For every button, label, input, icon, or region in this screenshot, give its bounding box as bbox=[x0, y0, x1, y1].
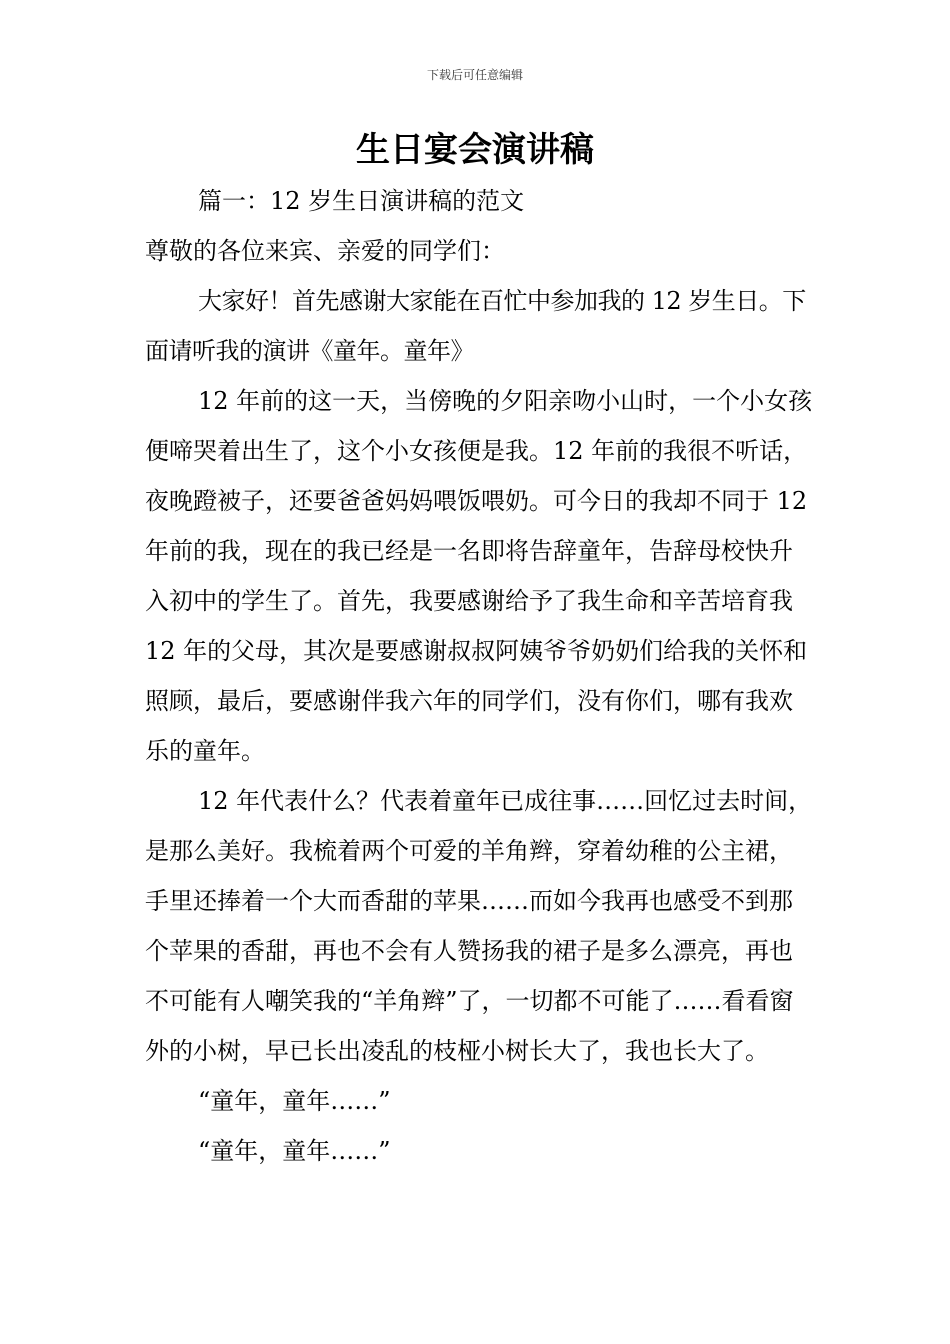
paragraph-4: “童年，童年……” bbox=[198, 1087, 391, 1115]
paragraph-5: “童年，童年……” bbox=[198, 1137, 391, 1165]
document-title: 生日宴会演讲稿 bbox=[356, 130, 594, 170]
salutation: 尊敬的各位来宾、亲爱的同学们： bbox=[145, 237, 505, 265]
header-note: 下载后可任意编辑 bbox=[426, 68, 523, 82]
paragraph-3: 12 年代表什么？代表着童年已成往事……回忆过去时间，是那么美好。我梳着两个可爱的羊角辫，穿着幼稚的公主裙，手里还捧着一个大而香甜的苹果……而如今我再也感受不到那个苹果的香甜，再也不会有人赞扬我的裙子是多么漂亮，再也不可能有人嘲笑我的“羊角辫”了，一切都不可能了……看看窗外的小树，早已长出凌乱的枝桠小树长大了，我也长大了。 bbox=[145, 787, 813, 1065]
document-body bbox=[145, 176, 815, 1176]
paragraph-2: 12 年前的这一天，当傍晚的夕阳亲吻小山时，一个小女孩便啼哭着出生了，这个小女孩便是我。12 年前的我很不听话，夜晚蹬被子，还要爸爸妈妈喂饭喂奶。可今日的我却不同于 12 年前的我，现在的我已经是一名即将告辞童年，告辞母校快升入初中的学生了。首先，我要感谢给予了我生命和辛苦培育我 12 年的父母，其次是要感谢叔叔阿姨爷爷奶奶们给我的关怀和照顾，最后，要感谢伴我六年的同学们，没有你们，哪有我欢乐的童年。 bbox=[145, 387, 813, 765]
document-subtitle: 篇一：12 岁生日演讲稿的范文 bbox=[198, 187, 525, 215]
paragraph-1: 大家好！首先感谢大家能在百忙中参加我的 12 岁生日。下面请听我的演讲《童年。童年》 bbox=[145, 287, 806, 365]
